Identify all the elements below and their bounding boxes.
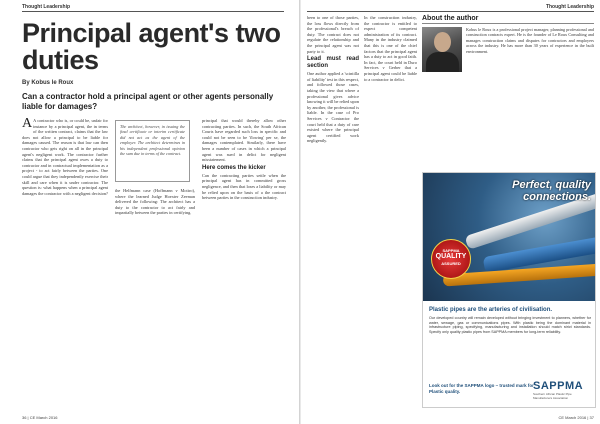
about-title: About the author <box>422 15 594 24</box>
column-text: In the construction industry, the contractor is entitled to expect competent administration of its contract. Many in the industry claimed that this is one of the chief factors that the principal agent has a duty to act in good faith. In fact, the court held in Duro Services v Gerber that a principal agent could be liable to a contractor in delict. <box>364 15 417 82</box>
page-footer: 36 | CE March 2016 <box>22 415 58 420</box>
pull-quote: The architect, however, in issuing the final certificate or interim certificate did not act as the agent of the employer. The architect determines in his independent professional opinion the sum due in terms of the contract. <box>115 120 190 182</box>
right-page <box>301 0 600 424</box>
column-text: A contractor who is, or could be, unfair for instance by a principal agent, the in terms of the written contract, claims that the law does not allow a principal to be liable for damages caused. The reason is that law can then contractor who gets right on all in the principal agent's negligent work. The contractor further claims that the principal agent owes a duty to contractor and in contractual implementation as a project - to act fairly between the parties. One could argue that they independently exercise their skill and care when it is under contractor. The question is: what happens when a principal agent damages the contractor with a negligent decision? <box>22 118 108 196</box>
about-author-box <box>422 15 594 165</box>
sappma-logo: SAPPMA Southern African Plastic Pipe Manufacturers Association <box>533 380 584 400</box>
column-text: been to one of those parties, the loss flows directly from the professional's breach of duty. The contract does not regulate the relationship and the principal agent was not party to it. <box>307 15 359 54</box>
author-photo <box>422 27 462 72</box>
column-text: principal that would thereby allow other contracting parties. In such, the South African Courts have regarded such loss in specific and could not be seen to be 'flowing' per se, the damages contemplated. Similarly, there have been a number of cases in which a principal agent was sued in delict for negligent misstatement. <box>202 118 286 163</box>
drop-cap: A <box>22 118 33 131</box>
ad-headline: Perfect, quality connections. <box>512 179 591 203</box>
quality-badge-icon: SAPPMA QUALITY ASSURED <box>431 239 471 279</box>
article-column-5 <box>364 15 417 407</box>
ad-body-text: Our developed country will remain developed without bringing investment to planners, whether for water, sewage, gas or communications pipes. With plastic being the dominant material in infrastructure piping, specifying, manufacturing and installation should match strict standards. Specify only quality plastic pipes from SAPPMA members for long-term reliability. <box>429 316 591 334</box>
byline: By Kobus le Roux <box>22 80 74 86</box>
header-rule <box>22 11 284 12</box>
section-tag: Thought Leadership <box>545 4 594 10</box>
section-tag: Thought Leadership <box>22 4 71 10</box>
subheading: Here comes the kicker <box>202 164 266 171</box>
header-rule <box>307 11 594 12</box>
about-text: Kobus le Roux is a professional project manager, planning professional and construction contracts expert. He is the founder of Le Roux Consulting and manages construction claims and disputes for contractors and employers across the industry. He has more than 30 years of experience in the built environment. <box>466 27 594 54</box>
ad-call-to-action[interactable]: Look out for the SAPPMA logo – trusted mark for Plastic quality. <box>429 383 534 394</box>
subheading: Lead must read section <box>307 56 359 70</box>
column-text: One author applied a 'scintilla of liability' test in this respect, and followed those cases, taking the view that where a professional gives advice knowing it will be relied upon by another, the professional is liable. In the case of Pro Services v Contractor the court held that a duty of care existed where the principal agent certified work negligently. <box>307 71 359 144</box>
column-text: Can the contracting parties settle when the principal agent has in committed gross negligence, and then that loses a liability or may be relied upon on the basis of a the contract between parties in the construction industry. <box>202 172 286 201</box>
advertisement[interactable] <box>422 172 596 408</box>
article-headline: Principal agent's two duties <box>22 18 281 75</box>
column-text: the Helfmann case (Hoffmann v Mottro), where the learned Judge Hoexter Zeeman delivered the following: The architect has a duty to the contractor to act fairly and impartially between the parties in certifying. <box>115 188 195 216</box>
article-column-4 <box>307 15 359 407</box>
ad-hero-image <box>423 173 596 301</box>
article-column-3 <box>202 118 286 408</box>
standfirst: Can a contractor hold a principal agent or other agents personally liable for damages? <box>22 92 274 111</box>
ad-body-title: Plastic pipes are the arteries of civilisation. <box>429 307 553 313</box>
article-column-1 <box>22 118 108 408</box>
page-footer: CE March 2016 | 37 <box>558 415 594 420</box>
